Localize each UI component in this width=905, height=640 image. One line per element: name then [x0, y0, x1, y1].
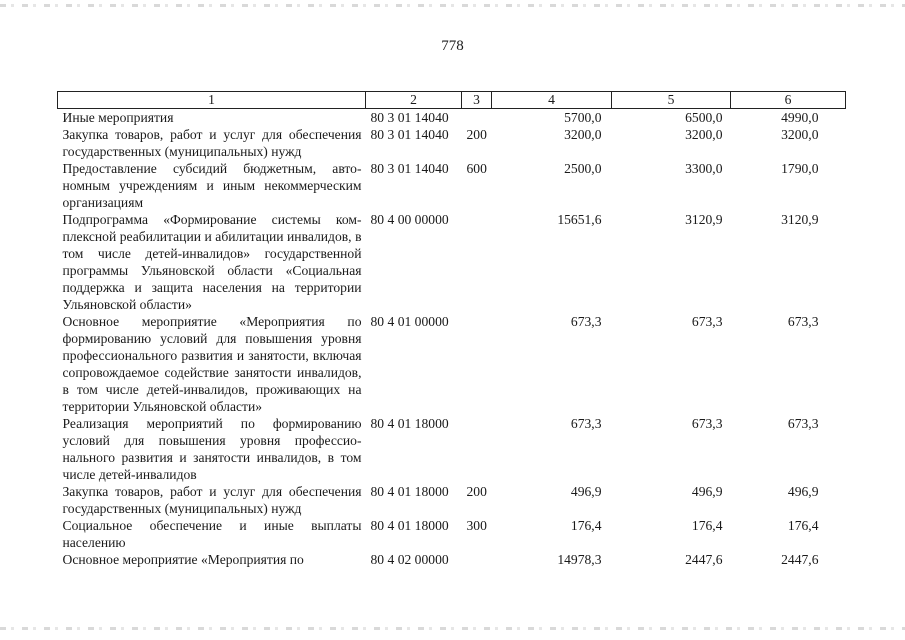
- row-name: Реализация мероприятий по формированию условий для повышения уровня профессионального развития и занятости инвалидов, в том числе детей-инвалидов: [62, 416, 362, 482]
- row-value-col5: 176,4: [691, 518, 723, 533]
- row-value-col6: 1790,0: [781, 161, 819, 176]
- table-row: [58, 483, 846, 517]
- header-col-3: 3: [462, 92, 492, 109]
- row-value-col4: 3200,0: [564, 127, 602, 142]
- row-code: 80 3 01 14040: [370, 127, 449, 142]
- header-col-4: 4: [492, 92, 612, 109]
- row-value-col5: 3200,0: [685, 127, 723, 142]
- header-col-2: 2: [366, 92, 462, 109]
- table-row: [58, 211, 846, 313]
- row-value-col4: 14978,3: [557, 552, 602, 567]
- row-value-col4: 673,3: [570, 314, 602, 329]
- row-name: Основное мероприятие «Мероприятия по формированию условий для повышения уровня профессионального развития и занятости, включая сопровождаемое содействие занятости инвалидов, в том числе детей-инвалидов, проживающих на территории Ульяновской области»: [62, 314, 362, 414]
- scan-artifact-top: [0, 4, 905, 7]
- row-code: 80 4 02 00000: [370, 552, 449, 567]
- row-value-col5: 6500,0: [685, 110, 723, 125]
- scan-artifact-bottom: [0, 627, 905, 630]
- row-value-col6: 673,3: [787, 314, 819, 329]
- row-name: Социальное обеспечение и иные выплаты населению: [62, 518, 362, 550]
- table-row: [58, 126, 846, 160]
- row-expense-type: 200: [466, 484, 487, 499]
- table-row: [58, 415, 846, 483]
- row-name: Подпрограмма «Формирование системы комплексной реабилитации и абилитации инвалидов, в том числе детей-инвалидов» государственной программы Ульяновской области «Социальная поддержка и защита населения на территории Ульяновской области»: [62, 212, 362, 312]
- row-value-col4: 673,3: [570, 416, 602, 431]
- row-expense-type: 300: [466, 518, 487, 533]
- row-code: 80 4 00 00000: [370, 212, 449, 227]
- row-value-col6: 673,3: [787, 416, 819, 431]
- row-name: Закупка товаров, работ и услуг для обеспечения государственных (муниципальных) нужд: [62, 127, 362, 159]
- row-expense-type: [462, 415, 492, 483]
- table-header: [58, 92, 846, 109]
- row-code: 80 3 01 14040: [370, 161, 449, 176]
- row-value-col4: 15651,6: [557, 212, 602, 227]
- budget-table: [57, 91, 846, 568]
- row-value-col5: 673,3: [691, 416, 723, 431]
- row-code: 80 4 01 18000: [370, 484, 449, 499]
- row-name: Закупка товаров, работ и услуг для обеспечения государственных (муниципальных) нужд: [62, 484, 362, 516]
- row-value-col5: 3120,9: [685, 212, 723, 227]
- row-expense-type: [462, 211, 492, 313]
- row-expense-type: [462, 551, 492, 568]
- row-code: 80 3 01 14040: [370, 110, 449, 125]
- table-row: [58, 109, 846, 127]
- row-expense-type: [462, 109, 492, 127]
- row-value-col6: 176,4: [787, 518, 819, 533]
- row-name: Основное мероприятие «Мероприятия по: [62, 552, 304, 567]
- row-code: 80 4 01 18000: [370, 518, 449, 533]
- row-code: 80 4 01 00000: [370, 314, 449, 329]
- header-col-6: 6: [731, 92, 846, 109]
- row-value-col6: 3200,0: [781, 127, 819, 142]
- row-expense-type: 200: [466, 127, 487, 142]
- table-row: [58, 551, 846, 568]
- row-value-col6: 4990,0: [781, 110, 819, 125]
- row-value-col4: 496,9: [570, 484, 602, 499]
- row-value-col5: 3300,0: [685, 161, 723, 176]
- table-row: [58, 517, 846, 551]
- header-col-1: 1: [58, 92, 366, 109]
- header-col-5: 5: [612, 92, 731, 109]
- row-value-col5: 2447,6: [685, 552, 723, 567]
- header-row: [58, 92, 846, 109]
- row-value-col5: 673,3: [691, 314, 723, 329]
- table-body: [58, 109, 846, 569]
- table-row: [58, 313, 846, 415]
- row-expense-type: 600: [466, 161, 487, 176]
- table-row: [58, 160, 846, 211]
- row-value-col4: 5700,0: [564, 110, 602, 125]
- page-number: 778: [441, 38, 464, 54]
- row-value-col4: 2500,0: [564, 161, 602, 176]
- row-value-col6: 2447,6: [781, 552, 819, 567]
- row-expense-type: [462, 313, 492, 415]
- row-code: 80 4 01 18000: [370, 416, 449, 431]
- row-value-col6: 3120,9: [781, 212, 819, 227]
- row-name: Предоставление субсидий бюджетным, автономным учреждениям и иным некоммерческим организациям: [62, 161, 362, 210]
- row-value-col6: 496,9: [787, 484, 819, 499]
- row-value-col4: 176,4: [570, 518, 602, 533]
- row-value-col5: 496,9: [691, 484, 723, 499]
- row-name: Иные мероприятия: [62, 110, 174, 125]
